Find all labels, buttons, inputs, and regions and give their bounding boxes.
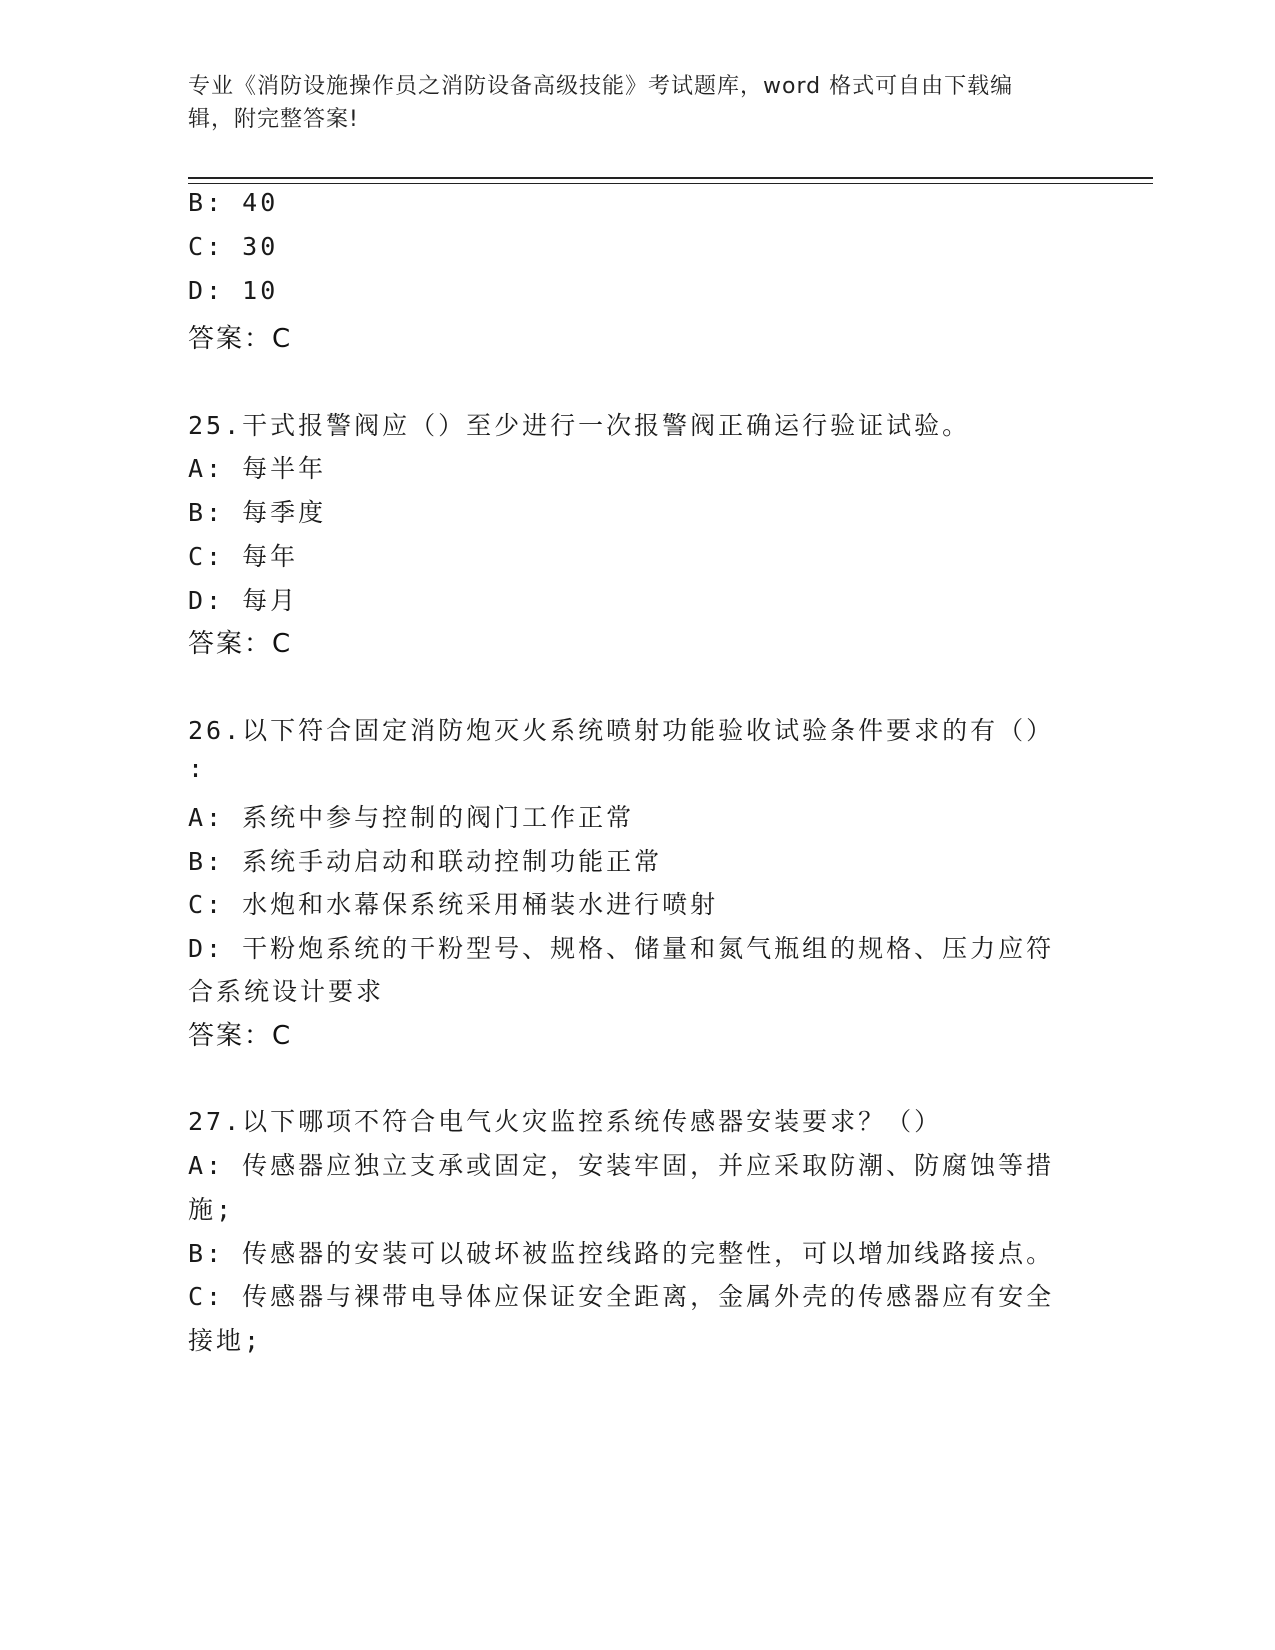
q25-option-d: D: 每月: [188, 586, 299, 615]
q25-question: 25.干式报警阀应（）至少进行一次报警阀正确运行验证试验。: [188, 411, 971, 440]
q24-option-d: D: 10: [188, 276, 279, 305]
q26-option-c: C: 水炮和水幕保系统采用桶装水进行喷射: [188, 890, 719, 919]
q26-question-line-2: :: [188, 754, 207, 783]
q24-answer: 答案：C: [188, 324, 293, 354]
q27-option-c-line-2: 接地;: [188, 1326, 263, 1355]
q26-option-b: B: 系统手动启动和联动控制功能正常: [188, 847, 663, 876]
q27-option-c-line-1: C: 传感器与裸带电导体应保证安全距离，金属外壳的传感器应有安全: [188, 1282, 1055, 1311]
header-divider-thick: [188, 177, 1153, 179]
q26-option-d-line-1: D: 干粉炮系统的干粉型号、规格、储量和氮气瓶组的规格、压力应符: [188, 934, 1055, 963]
q27-option-b: B: 传感器的安装可以破坏被监控线路的完整性，可以增加线路接点。: [188, 1239, 1055, 1268]
q24-option-b: B: 40: [188, 188, 279, 217]
document-header: [188, 70, 1088, 136]
q26-option-d-line-2: 合系统设计要求: [188, 977, 385, 1006]
q25-option-a: A: 每半年: [188, 454, 327, 483]
q25-option-b: B: 每季度: [188, 498, 327, 527]
q25-answer: 答案：C: [188, 629, 293, 659]
q27-question: 27.以下哪项不符合电气火灾监控系统传感器安装要求？（）: [188, 1107, 943, 1136]
q24-option-c: C: 30: [188, 232, 279, 261]
header-line-1: 专业《消防设施操作员之消防设备高级技能》考试题库，word 格式可自由下载编: [188, 74, 1014, 99]
q27-option-a-line-1: A: 传感器应独立支承或固定，安装牢固，并应采取防潮、防腐蚀等措: [188, 1151, 1055, 1180]
q26-question-line-1: 26.以下符合固定消防炮灭火系统喷射功能验收试验条件要求的有（）: [188, 716, 1055, 745]
header-line-2: 辑，附完整答案!: [188, 107, 359, 132]
header-divider-thin: [188, 183, 1153, 184]
q27-option-a-line-2: 施;: [188, 1195, 235, 1224]
q26-option-a: A: 系统中参与控制的阀门工作正常: [188, 803, 635, 832]
q26-answer: 答案：C: [188, 1021, 293, 1051]
q25-option-c: C: 每年: [188, 542, 299, 571]
